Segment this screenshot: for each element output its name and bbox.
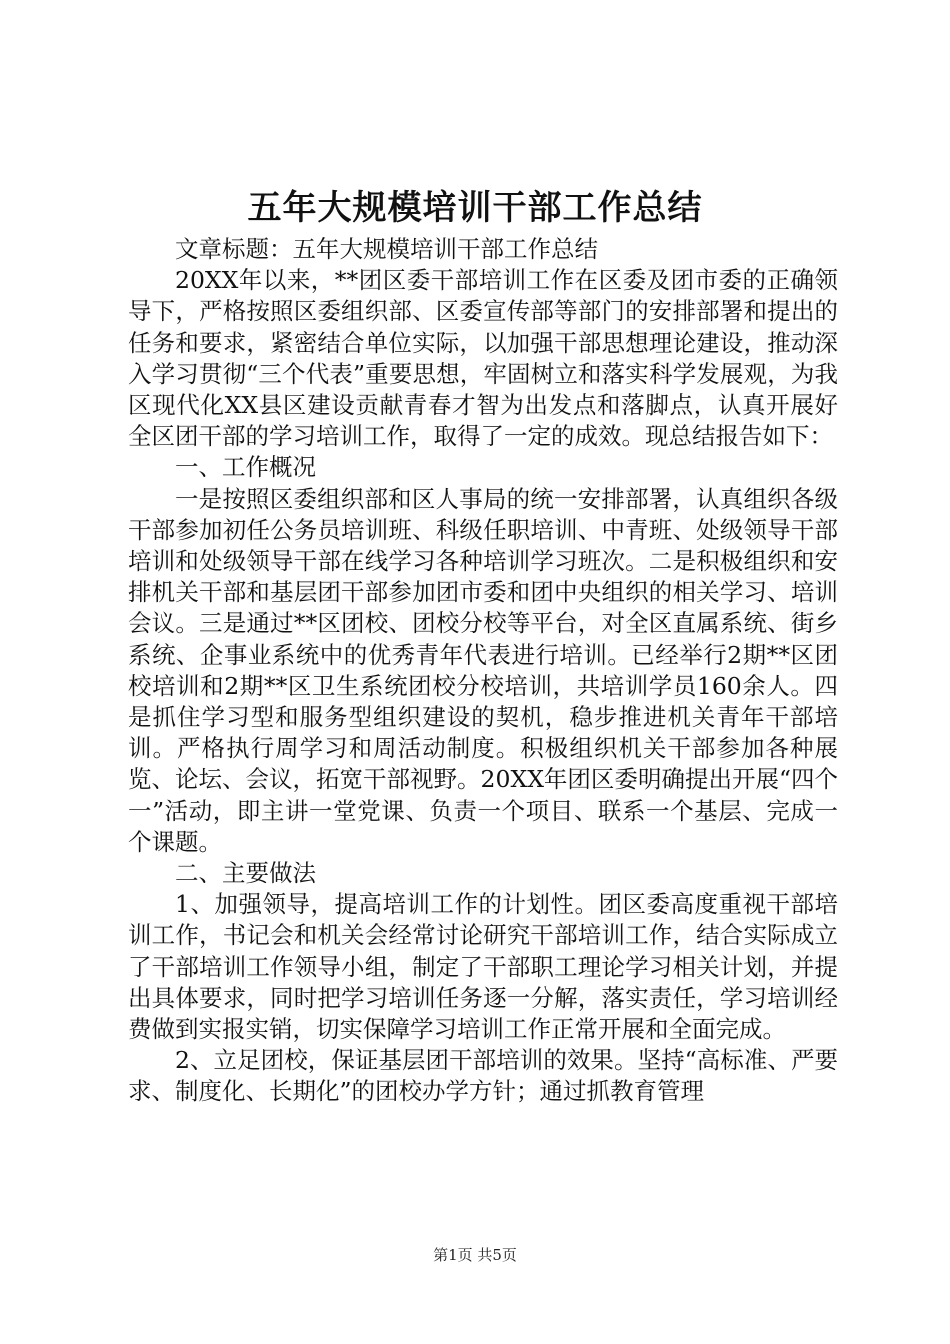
intro-paragraph: 20XX年以来，**团区委干部培训工作在区委及团市委的正确领导下，严格按照区委组织部、区委宣传部等部门的安排部署和提出的任务和要求，紧密结合单位实际，以加强干部思想理论建设，推动深入学习贯彻“三个代表”重要思想，牢固树立和落实科学发展观，为我区现代化XX县区建设贡献青春才智为出发点和落脚点，认真开展好全区团干部的学习培训工作，取得了一定的成效。现总结报告如下： [128,266,838,451]
method-paragraph-1: 1、加强领导，提高培训工作的计划性。团区委高度重视干部培训工作，书记会和机关会经常讨论研究干部培训工作，结合实际成立了干部培训工作领导小组，制定了干部职工理论学习相关计划，并提出具体要求，同时把学习培训任务逐一分解，落实责任，学习培训经费做到实报实销，切实保障学习培训工作正常开展和全面完成。 [128,890,838,1044]
document-title: 五年大规模培训干部工作总结 [247,188,703,228]
section-heading-overview: 一、工作概况 [175,453,316,482]
overview-paragraph: 一是按照区委组织部和区人事局的统一安排部署，认真组织各级干部参加初任公务员培训班、科级任职培训、中青班、处级领导干部培训和处级领导干部在线学习各种培训学习班次。二是积极组织和安排机关干部和基层团干部参加团市委和团中央组织的相关学习、培训会议。三是通过**区团校、团校分校等平台，对全区直属系统、街乡系统、企事业系统中的优秀青年代表进行培训。已经举行2期**区团校培训和2期**区卫生系统团校分校培训，共培训学员160余人。四是抓住学习型和服务型组织建设的契机，稳步推进机关青年干部培训。严格执行周学习和周活动制度。积极组织机关干部参加各种展览、论坛、会议，拓宽干部视野。20XX年团区委明确提出开展“四个一”活动，即主讲一堂党课、负责一个项目、联系一个基层、完成一个课题。 [128,484,838,856]
page-number-footer: 第1页 共5页 [433,1246,517,1264]
document-body [128,234,838,1108]
article-title-line: 文章标题：五年大规模培训干部工作总结 [175,235,598,263]
section-heading-methods: 二、主要做法 [175,859,316,888]
method-paragraph-2: 2、立足团校，保证基层团干部培训的效果。坚持“高标准、严要求、制度化、长期化”的团校办学方针；通过抓教育管理 [128,1046,838,1106]
